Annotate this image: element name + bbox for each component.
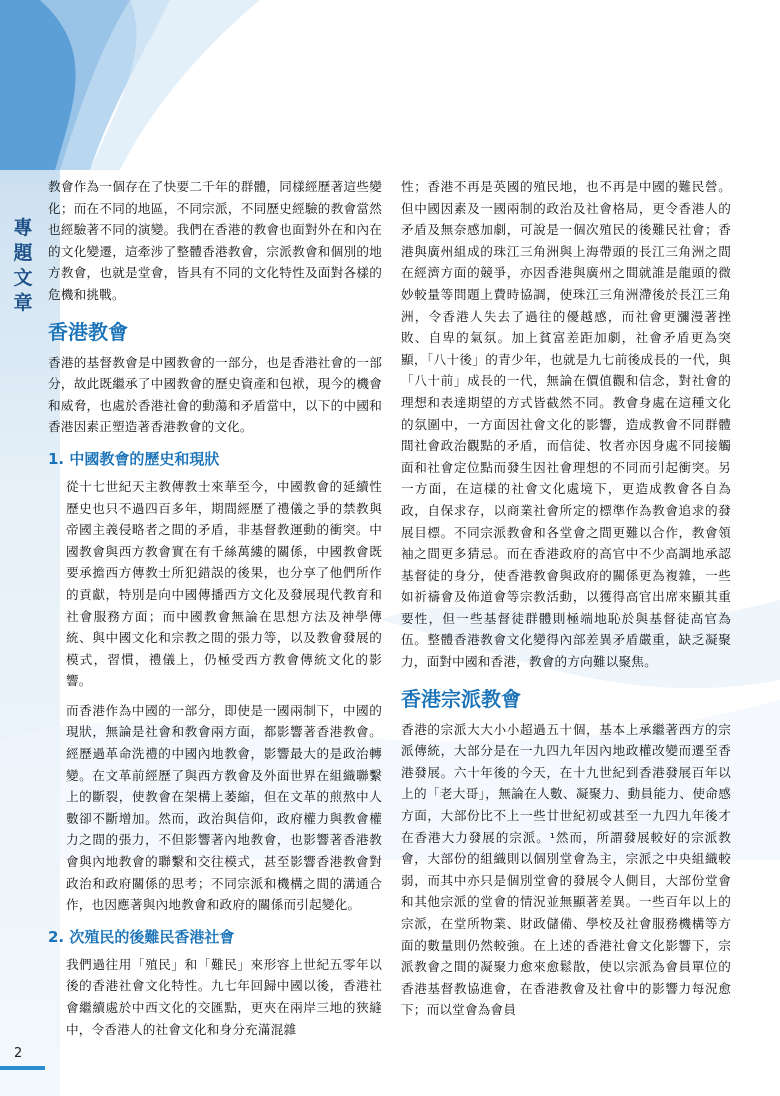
page-number: 2: [14, 1046, 23, 1061]
continued-paragraph: 性；香港不再是英國的殖民地，也不再是中國的難民營。但中國因素及一國兩制的政治及社會格局，更令香港人的矛盾及無奈感加劇，可說是一個次殖民的後難民社會；香港與廣州組成的珠江三角洲與上海帶頭的長江三角洲之間在經濟方面的競爭，亦因香港與廣州之間就誰是龍頭的微妙較量等問題上費時協調，使珠江三角洲滯後於長江三角洲，令香港人失去了過往的優越感，而社會更瀰漫著挫敗、自卑的氣氛。加上貧富差距加劇，社會矛盾更為突顯，「八十後」的青少年，也就是九七前後成長的一代，與「八十前」成長的一代，無論在價值觀和信念，對社會的理想和表達期望的方式皆截然不同。教會身處在這種文化的氛圍中，一方面因社會文化的影響，造成教會不同群體間社會政治觀點的矛盾，而信徒、牧者亦因身處不同接觸面和社會定位點而發生因社會理想的不同而引起衝突。另一方面，在這樣的社會文化處境下，更造成教會各自為政，自保求存，以商業社會所定的標準作為教會追求的發展目標。不同宗派教會和各堂會之間更難以合作，教會領袖之間更多猜忌。而在香港政府的高官中不少高調地承認基督徒的身分，使香港教會與政府的關係更為複雜，一些如祈禱會及佈道會等宗教活動，以獲得高官出席來顯其重要性，但一些基督徒群體則極端地恥於與基督徒高官為伍。整體香港教會文化變得內部差異矛盾嚴重，缺乏凝聚力，面對中國和香港，教會的方向難以聚焦。: [401, 179, 731, 670]
left-column: [48, 176, 382, 1048]
body-paragraph: 而香港作為中國的一部分，即使是一國兩制下，中國的現狀，無論是社會和教會兩方面，都影響著香港教會。經歷過革命洗禮的中國內地教會，影響最大的是政治轉變。在文革前經歷了與西方教會及外面世界在組織聯繫上的斷裂，使教會在架構上萎縮，但在文革的煎熬中人數卻不斷增加。然而，政治與信仰，政府權力與教會權力之間的張力，不但影響著內地教會，也影響著香港教會與內地教會的聯繫和交往模式，甚至影響香港教會對政治和政府關係的思考；不同宗派和機構之間的溝通合作，也因應著與內地教會和政府的關係而引起變化。: [66, 702, 382, 913]
page-number-bar: [0, 1066, 45, 1070]
section-paragraph: 香港的宗派大大小小超過五十個，基本上承繼著西方的宗派傳統，大部分是在一九四九年因內地政權改變而遷至香港發展。六十年後的今天，在十九世紀到香港發展百年以上的「老大哥」，無論在人數、凝聚力、動員能力、使命感方面，大部份比不上一些廿世紀初或甚至一九四九年後才在香港大力發展的宗派。¹然而，所謂發展較好的宗派教會，大部份的組織則以個別堂會為主，宗派之中央組織較弱，而其中亦只是個別堂會的發展令人側目，大部份堂會和其他宗派的堂會的情況並無顯著差異。一些百年以上的宗派，在堂所物業、財政儲備、學校及社會服務機構等方面的數量則仍然較強。在上述的香港社會文化影響下，宗派教會之間的凝聚力愈來愈鬆散，使以宗派為會員單位的香港基督教協進會，在香港教會及社會中的影響力每況愈下；而以堂會為會員: [401, 721, 731, 1018]
body-paragraph: 從十七世紀天主教傳教士來華至今，中國教會的延續性歷史也只不過四百多年，期間經歷了禮儀之爭的禁教與帝國主義侵略者之間的矛盾，非基督教運動的衝突。中國教會與西方教會實在有千絲萬縷的關係，中國教會既要承擔西方傳教士所犯錯誤的後果，也分享了他們所作的貢獻，特別是向中國傳播西方文化及發展現代教育和社會服務方面；而中國教會無論在思想方法及神學傳統、與中國文化和宗教之間的張力等，以及教會發展的模式，習慣，禮儀上，仍極受西方教會傳統文化的影響。: [66, 478, 382, 689]
top-wave-decoration: [0, 0, 780, 170]
section-heading-denominations: 香港宗派教會: [401, 686, 521, 711]
section-side-label: [10, 216, 36, 316]
subsection-heading-post-colonial: 2. 次殖民的後難民香港社會: [48, 927, 235, 946]
side-label-char: 文: [13, 267, 33, 289]
side-label-char: 題: [13, 242, 33, 264]
body-paragraph: 我們過往用「殖民」和「難民」來形容上世紀五零年以後的香港社會文化特性。九七年回歸中國以後，香港社會繼續處於中西文化的交匯點，更夾在兩岸三地的狹縫中，令香港人的社會文化和身分充滿混雜: [66, 956, 382, 1037]
section-paragraph: 香港的基督教會是中國教會的一部分，也是香港社會的一部分，故此既繼承了中國教會的歷史資產和包袱，現今的機會和威脅，也處於香港社會的動蕩和矛盾當中，以下的中國和香港因素正塑造著香港教會的文化。: [48, 354, 382, 435]
right-column: [401, 176, 731, 1029]
section-heading-hk-church: 香港教會: [48, 319, 128, 344]
side-label-char: 專: [13, 217, 33, 239]
subsection-heading-china-church: 1. 中國教會的歷史和現狀: [48, 449, 220, 468]
intro-paragraph: 教會作為一個存在了快要二千年的群體，同樣經歷著這些變化；而在不同的地區，不同宗派，不同歷史經驗的教會當然也經驗著不同的演變。我們在香港的教會也面對外在和內在的文化變遷，這牽涉了整體香港教會，宗派教會和個別的地方教會，也就是堂會，皆具有不同的文化特性及面對各樣的危機和挑戰。: [48, 179, 382, 302]
side-label-char: 章: [13, 292, 33, 314]
